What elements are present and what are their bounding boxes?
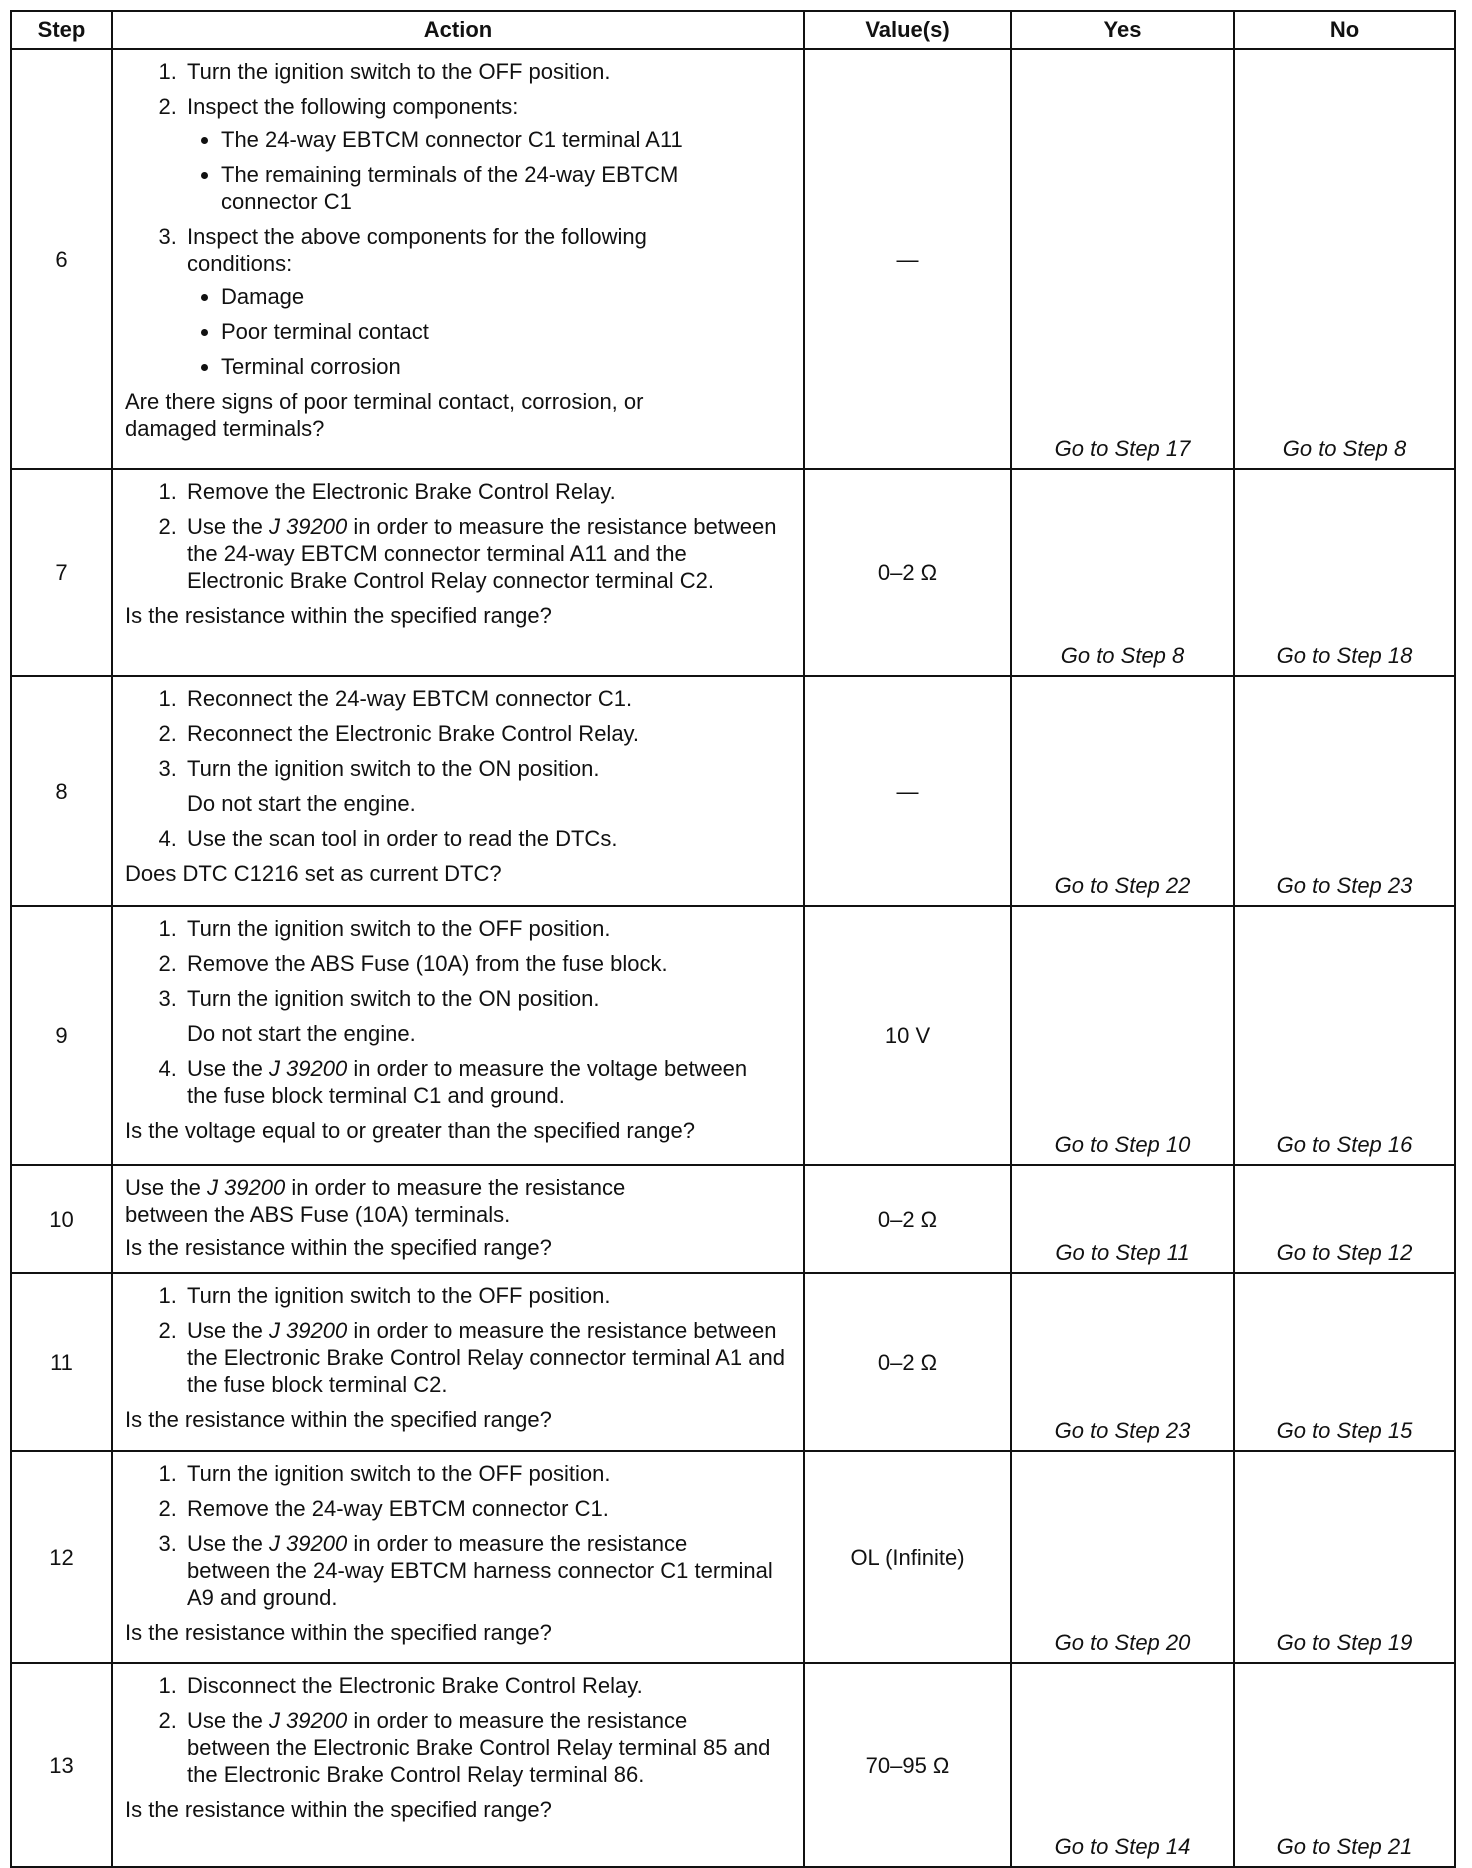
action-note: Do not start the engine. (187, 791, 416, 816)
action-cell (112, 49, 804, 469)
action-step-text: in order to measure the resistance between the Electronic Brake Control Relay connector terminal A1 and the fuse block terminal C2. (187, 1318, 785, 1397)
step-number: 9 (11, 906, 112, 1165)
value-cell: OL (Infinite) (804, 1451, 1011, 1663)
value-cell: — (804, 676, 1011, 906)
action-step (183, 1530, 795, 1611)
tool-name: J 39200 (206, 1175, 286, 1200)
action-steps (125, 915, 795, 1109)
bullet-list (187, 126, 795, 215)
bullet-item: • Damage (221, 283, 795, 310)
yes-cell: Go to Step 20 (1011, 1451, 1234, 1663)
table-row (11, 469, 1455, 676)
action-step-text: in order to measure the voltage between the fuse block terminal C1 and ground. (187, 1056, 748, 1108)
no-cell: Go to Step 16 (1234, 906, 1455, 1165)
action-cell (112, 1273, 804, 1451)
bullet-item: • Terminal corrosion (221, 353, 795, 380)
action-steps (125, 58, 795, 380)
action-step-text: in order to measure the resistance between the Electronic Brake Control Relay terminal 85 and the Electronic Brake Control Relay terminal 86. (187, 1708, 771, 1787)
yes-cell: Go to Step 10 (1011, 906, 1234, 1165)
action-step-text: in order to measure the resistance between the 24-way EBTCM connector terminal A11 and the Electronic Brake Control Relay connector terminal C2. (187, 514, 777, 593)
action-cell (112, 1165, 804, 1273)
action-step-text: in order to measure the resistance between the 24-way EBTCM harness connector C1 terminal A9 and ground. (187, 1531, 773, 1610)
bullet-item: • Poor terminal contact (221, 318, 795, 345)
table-row (11, 676, 1455, 906)
action-cell (112, 906, 804, 1165)
action-step-text: Turn the ignition switch to the ON position. (187, 756, 600, 781)
action-step (183, 1707, 795, 1788)
tool-name: J 39200 (268, 1531, 348, 1556)
header-values: Value(s) (804, 11, 1011, 49)
action-step-text: Use the (187, 1056, 269, 1081)
tool-name: J 39200 (268, 514, 348, 539)
action-question: Is the voltage equal to or greater than the specified range? (125, 1118, 695, 1143)
action-cell (112, 469, 804, 676)
action-step: 1. Disconnect the Electronic Brake Control Relay. (183, 1672, 795, 1699)
no-cell: Go to Step 15 (1234, 1273, 1455, 1451)
value-cell: 0–2 Ω (804, 1165, 1011, 1273)
action-step: 2. Reconnect the Electronic Brake Control Relay. (183, 720, 795, 747)
action-step: 4. Use the scan tool in order to read the DTCs. (183, 825, 795, 852)
action-step: 2. Remove the 24-way EBTCM connector C1. (183, 1495, 795, 1522)
action-cell (112, 1663, 804, 1867)
yes-cell: Go to Step 8 (1011, 469, 1234, 676)
bullet-item: • The remaining terminals of the 24-way EBTCM connector C1 (221, 161, 795, 215)
header-yes: Yes (1011, 11, 1234, 49)
bullet-item: • The 24-way EBTCM connector C1 terminal A11 (221, 126, 795, 153)
action-step (183, 985, 795, 1047)
header-step: Step (11, 11, 112, 49)
yes-cell: Go to Step 23 (1011, 1273, 1234, 1451)
action-step-text: Inspect the following components: (187, 94, 519, 119)
step-number: 12 (11, 1451, 112, 1663)
action-step: 1. Turn the ignition switch to the OFF position. (183, 915, 795, 942)
action-step-text: in order to measure the resistance between the ABS Fuse (10A) terminals. (125, 1175, 626, 1227)
diagnostic-table (10, 10, 1456, 1868)
value-cell: 10 V (804, 906, 1011, 1165)
tool-name: J 39200 (268, 1056, 348, 1081)
yes-cell: Go to Step 22 (1011, 676, 1234, 906)
action-question: Is the resistance within the specified range? (125, 1797, 552, 1822)
action-step (183, 223, 795, 380)
action-step (183, 1055, 795, 1109)
action-step-text: Use the (187, 1318, 269, 1343)
action-step: 1. Turn the ignition switch to the OFF position. (183, 1282, 795, 1309)
action-steps (125, 478, 795, 594)
table-row (11, 906, 1455, 1165)
yes-cell: Go to Step 11 (1011, 1165, 1234, 1273)
action-note: Do not start the engine. (187, 1021, 416, 1046)
step-number: 13 (11, 1663, 112, 1867)
action-step: 1. Remove the Electronic Brake Control Relay. (183, 478, 795, 505)
yes-cell: Go to Step 14 (1011, 1663, 1234, 1867)
action-step-text: Use the (187, 514, 269, 539)
action-question: Are there signs of poor terminal contact, corrosion, or damaged terminals? (125, 389, 644, 441)
action-cell (112, 676, 804, 906)
action-question: Is the resistance within the specified range? (125, 603, 552, 628)
step-number: 6 (11, 49, 112, 469)
action-steps (125, 1672, 795, 1788)
tool-name: J 39200 (268, 1708, 348, 1733)
action-question: Is the resistance within the specified range? (125, 1235, 552, 1260)
action-steps (125, 1282, 795, 1398)
action-step-text: Use the (125, 1175, 207, 1200)
no-cell: Go to Step 8 (1234, 49, 1455, 469)
action-step: 1. Turn the ignition switch to the OFF position. (183, 58, 795, 85)
header-row (11, 11, 1455, 49)
action-step-text: 3. Inspect the above components for the following conditions: (187, 224, 647, 276)
no-cell: Go to Step 12 (1234, 1165, 1455, 1273)
no-cell: Go to Step 23 (1234, 676, 1455, 906)
value-cell: 0–2 Ω (804, 469, 1011, 676)
action-steps (125, 1460, 795, 1611)
action-step (183, 513, 795, 594)
action-step (183, 93, 795, 215)
action-step: 2. Remove the ABS Fuse (10A) from the fuse block. (183, 950, 795, 977)
no-cell: Go to Step 18 (1234, 469, 1455, 676)
action-step (183, 1317, 795, 1398)
action-paragraph (125, 1174, 795, 1228)
yes-cell: Go to Step 17 (1011, 49, 1234, 469)
no-cell: Go to Step 19 (1234, 1451, 1455, 1663)
header-action: Action (112, 11, 804, 49)
action-question: Is the resistance within the specified range? (125, 1407, 552, 1432)
action-step-text: Use the (187, 1708, 269, 1733)
tool-name: J 39200 (268, 1318, 348, 1343)
value-cell: 70–95 Ω (804, 1663, 1011, 1867)
action-step (183, 755, 795, 817)
table-row (11, 1663, 1455, 1867)
table-row (11, 1273, 1455, 1451)
action-question: Does DTC C1216 set as current DTC? (125, 861, 502, 886)
step-number: 8 (11, 676, 112, 906)
action-step: 1. Reconnect the 24-way EBTCM connector C1. (183, 685, 795, 712)
action-step-text: Use the (187, 1531, 269, 1556)
step-number: 7 (11, 469, 112, 676)
step-number: 10 (11, 1165, 112, 1273)
table-row (11, 49, 1455, 469)
no-cell: Go to Step 21 (1234, 1663, 1455, 1867)
action-question: Is the resistance within the specified range? (125, 1620, 552, 1645)
action-step-text: Turn the ignition switch to the ON position. (187, 986, 600, 1011)
table-row (11, 1451, 1455, 1663)
action-cell (112, 1451, 804, 1663)
header-no: No (1234, 11, 1455, 49)
action-steps (125, 685, 795, 852)
value-cell: 0–2 Ω (804, 1273, 1011, 1451)
table-row (11, 1165, 1455, 1273)
step-number: 11 (11, 1273, 112, 1451)
bullet-list (187, 283, 795, 380)
action-step: 1. Turn the ignition switch to the OFF position. (183, 1460, 795, 1487)
value-cell: — (804, 49, 1011, 469)
